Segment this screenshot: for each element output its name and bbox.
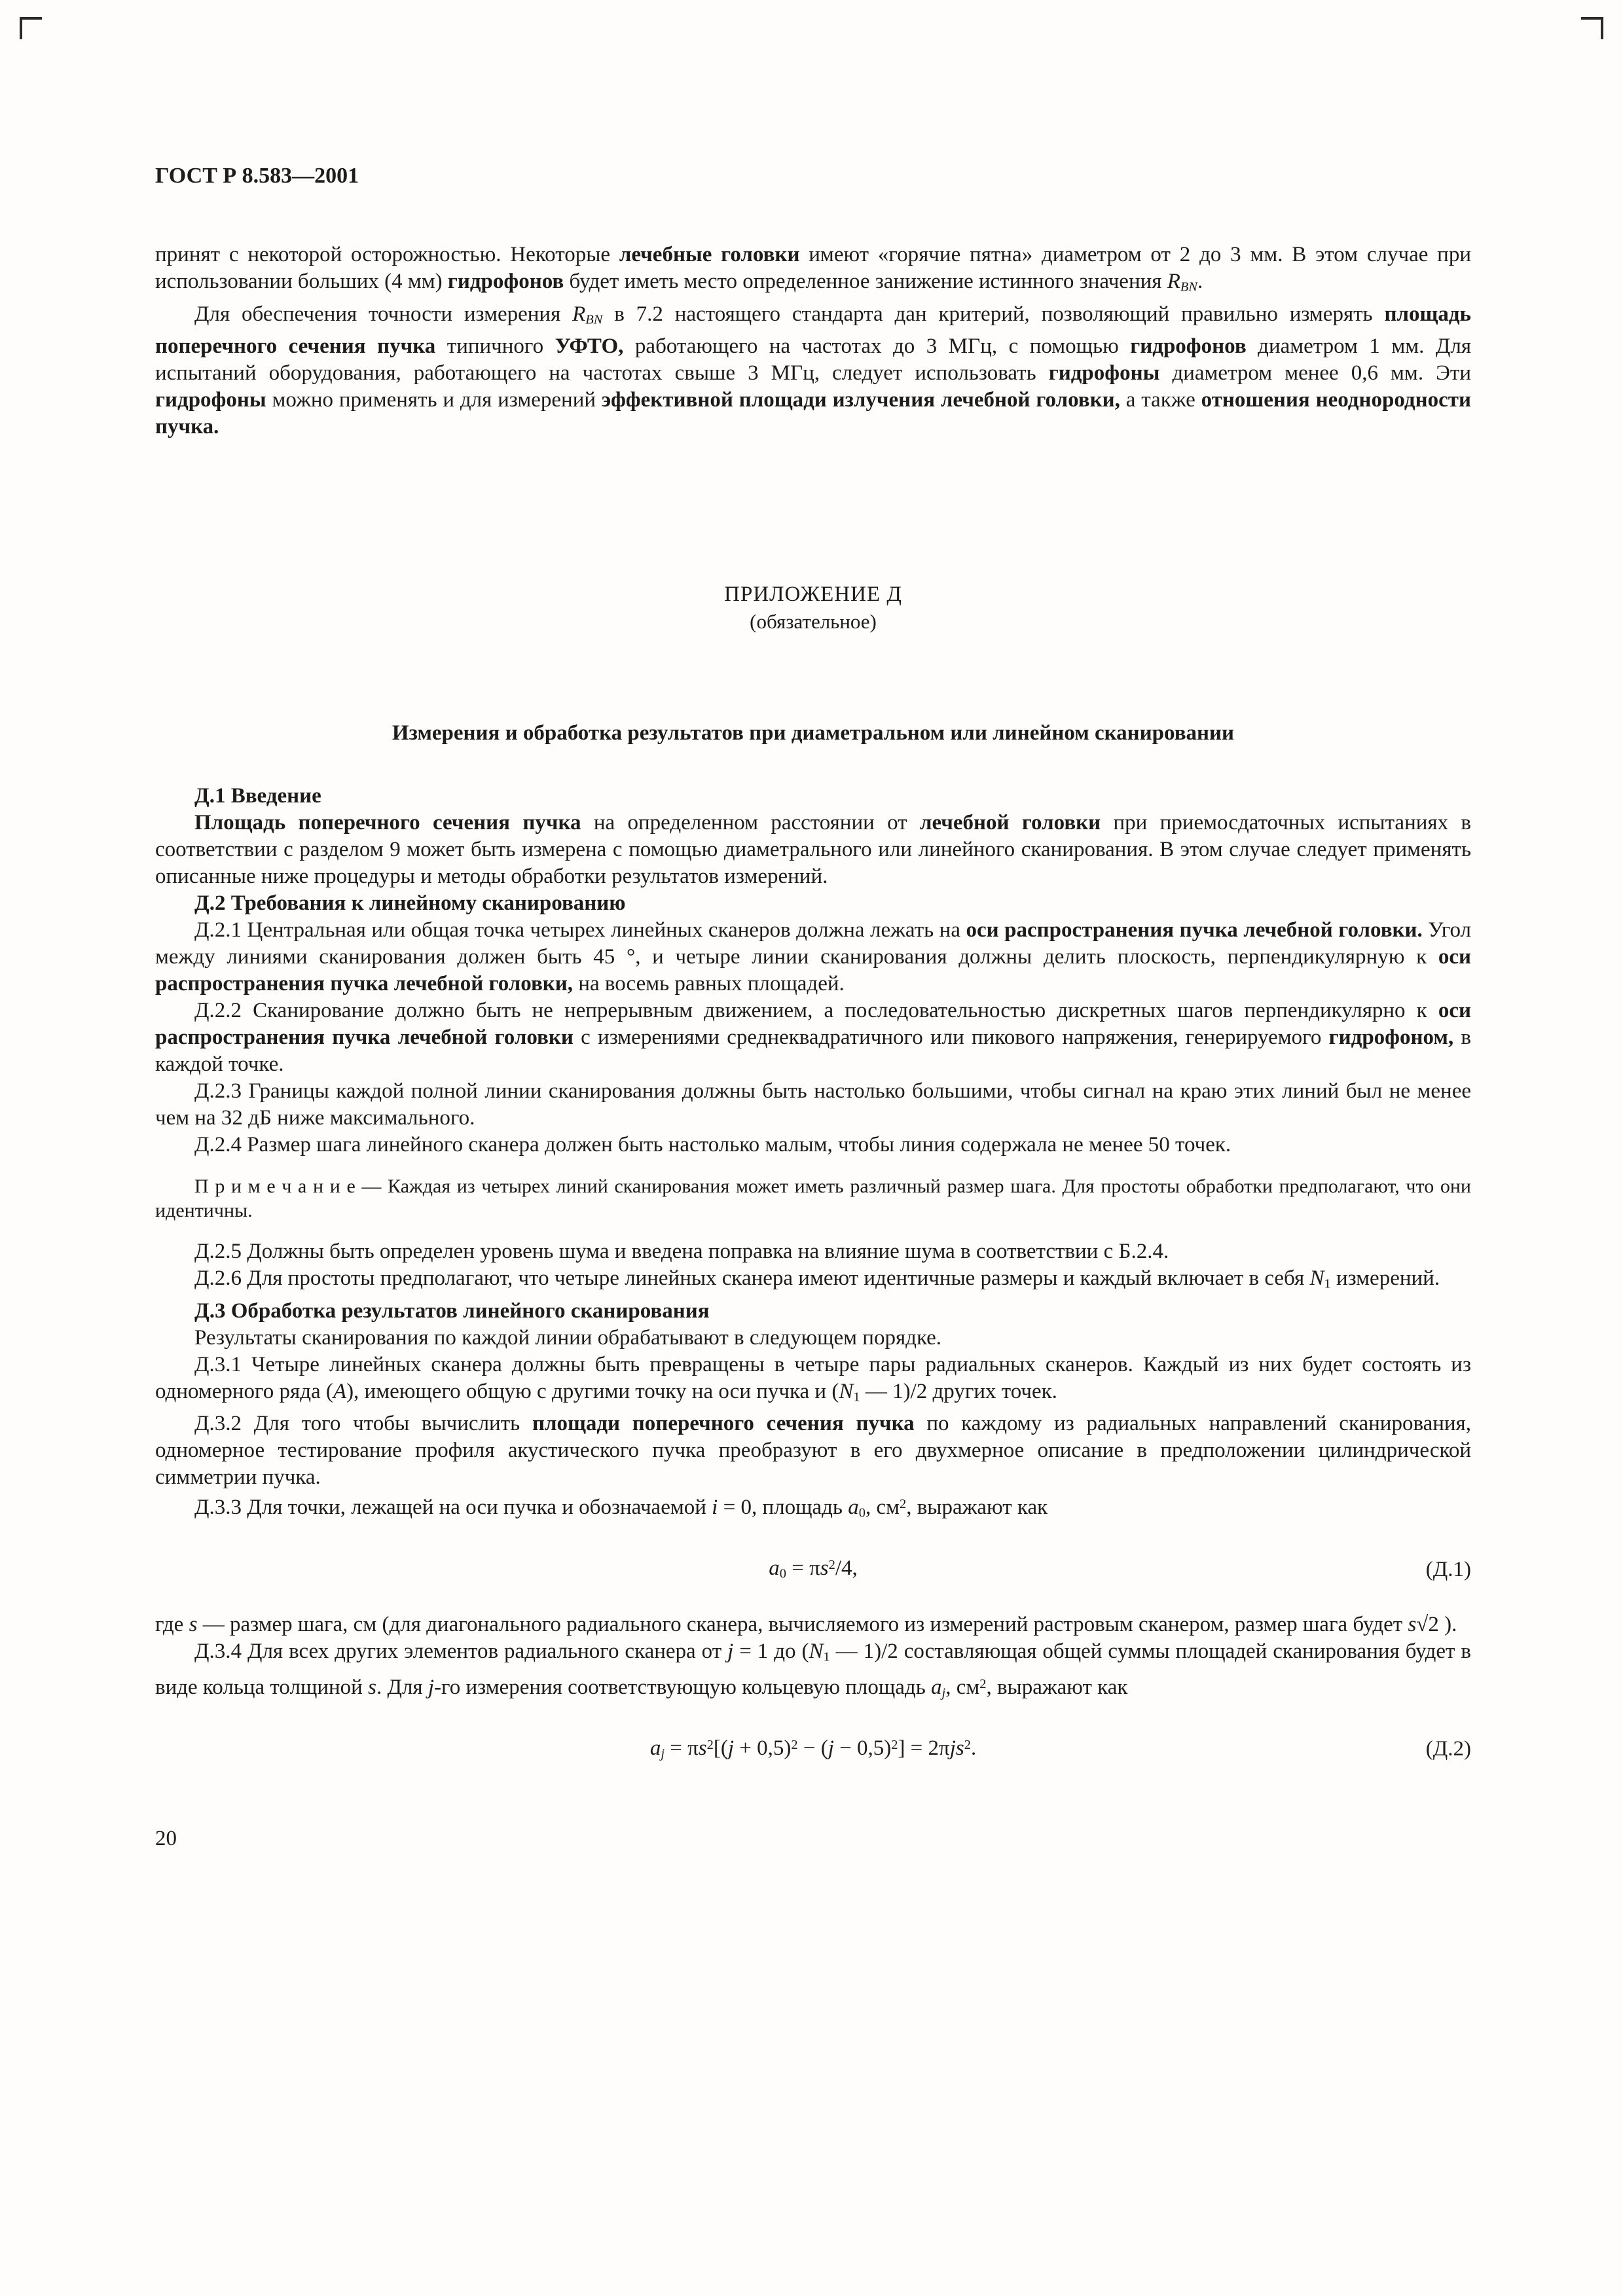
text-run: по каждому из радиальных направлений сканирования, одномерное тестирование профиля акустического пучка преобразуют в его двухмерное описание в предположении цилиндрической симметрии пучка. [155, 1412, 1471, 1489]
document-code: ГОСТ Р 8.583—2001 [155, 164, 359, 188]
text-run: , см [945, 1676, 980, 1700]
paragraph [155, 810, 1471, 890]
text-run: Д.2.4 Размер шага линейного сканера должен быть настолько малым, чтобы линия содержала не менее 50 точек. [194, 1133, 1231, 1157]
section-heading [155, 783, 1471, 810]
paragraph [155, 301, 1471, 441]
text-run: a [848, 1496, 859, 1520]
text-run: гидрофоны [1048, 361, 1160, 385]
formula [155, 1731, 1471, 1768]
section-heading [155, 1298, 1471, 1325]
text-run: s [955, 1736, 964, 1760]
text-run: ] = 2π [898, 1736, 950, 1760]
paragraph [155, 1638, 1471, 1706]
formula [155, 1551, 1471, 1588]
text-run: оси распространения пучка лечебной головки [155, 999, 1471, 1049]
text-run: гидрофонов [447, 270, 564, 293]
text-run: Д.2.2 Сканирование должно быть не непрерывным движением, а последовательностью дискретных шагов перпендикулярно к [194, 999, 1438, 1022]
text-run: (обязательное) [750, 610, 877, 633]
text-run: — размер шага, см (для диагонального радиального сканера, вычисляемого из измерений растровым сканером, размер шага будет [197, 1613, 1408, 1637]
text-run: 2 [979, 1676, 987, 1691]
text-run: ), имеющего общую с другими точку на оси пучка и ( [346, 1379, 839, 1403]
text-run: можно применять и для измерений [266, 388, 602, 412]
text-run: 2 [964, 1737, 971, 1752]
text-run: a [769, 1556, 780, 1580]
text-run: N [809, 1640, 824, 1664]
text-run: Д.2.5 Должны быть определен уровень шума и введена поправка на влияние шума в соответствии с Б.2.4. [194, 1240, 1169, 1263]
text-run: лечебные головки [619, 243, 800, 266]
formula-expression [650, 1736, 976, 1760]
crop-mark-top-right [1581, 17, 1603, 39]
text-run: , выражают как [986, 1676, 1128, 1700]
text-run: гидрофоны [155, 388, 266, 412]
text-run: R [572, 302, 586, 326]
text-run: Для обеспечения точности измерения [194, 302, 573, 326]
text-run: отношения неоднородности пучка. [155, 388, 1471, 439]
text-run: − ( [797, 1736, 828, 1760]
text-run: s [1408, 1613, 1417, 1637]
formula-explanation [155, 1611, 1471, 1638]
text-run: П р и м е ч а н и е — Каждая из четырех линий сканирования может иметь различный размер шага. Для простоты обработки предполагают, что они идентичны. [155, 1175, 1471, 1221]
text-run: j [661, 1746, 665, 1761]
text-run: оси распространения пучка лечебной головки. [966, 918, 1423, 942]
text-run: s [820, 1556, 829, 1580]
text-run: a [931, 1676, 942, 1700]
text-run: эффективной площади излучения лечебной головки, [601, 388, 1120, 412]
text-run: Д.1 Введение [194, 784, 321, 808]
text-run: — 1)/2 других точек. [860, 1379, 1057, 1403]
paragraph [155, 1078, 1471, 1132]
text-run: с измерениями среднеквадратичного или пикового напряжения, генерируемого [573, 1026, 1329, 1049]
text-run: . Для [376, 1676, 428, 1700]
paragraph [155, 1325, 1471, 1352]
text-run: a [649, 1736, 661, 1760]
text-run: гидрофоном, [1328, 1026, 1454, 1049]
text-run: − 0,5) [833, 1736, 892, 1760]
text-run: s [368, 1676, 376, 1700]
text-run: будет иметь место определенное занижение истинного значения [564, 270, 1167, 293]
text-run: Площадь поперечного сечения пучка [194, 811, 581, 834]
text-run: √2 ). [1416, 1613, 1457, 1637]
text-run: j [428, 1676, 435, 1700]
document-body [155, 242, 1471, 1768]
text-run: Угол между линиями сканирования должен быть 45 °, и четыре линии сканирования должны делить плоскость, перпендикулярную к [155, 918, 1471, 969]
formula-number: (Д.1) [1425, 1557, 1471, 1581]
text-run: 2 [706, 1737, 714, 1752]
text-run: диаметром менее 0,6 мм. Эти [1159, 361, 1471, 385]
text-run: типичного [435, 334, 555, 358]
page-number: 20 [155, 1827, 177, 1851]
text-run: ПРИЛОЖЕНИЕ Д [724, 583, 902, 606]
text-run: площади поперечного сечения пучка [532, 1412, 915, 1435]
text-run: измерений. [1330, 1266, 1440, 1290]
text-run: j [941, 1685, 946, 1700]
text-run: i [712, 1496, 718, 1520]
text-run: работающего на частотах до 3 МГц, с помощью [623, 334, 1131, 358]
note-paragraph [155, 1174, 1471, 1223]
text-run: Измерения и обработка результатов при диаметральном или линейном сканировании [392, 721, 1235, 745]
appendix-subtitle [155, 608, 1471, 635]
text-run: при приемосдаточных испытаниях в соответствии с разделом 9 может быть измерена с помощью диаметрального или линейного сканирования. В этом случае следует применять описанные ниже процедуры и методы обработки результатов измерений. [155, 811, 1471, 888]
text-run: = 0, площадь [718, 1496, 848, 1520]
text-run: на определенном расстоянии от [581, 811, 920, 834]
text-run: . [970, 1736, 977, 1760]
text-run: имеют «горячие пятна» диаметром от 2 до 3 мм. В этом случае при использовании больших (4 мм) [155, 243, 1472, 293]
text-run: , см [865, 1496, 900, 1520]
text-run: Д.2 Требования к линейному сканированию [194, 891, 626, 915]
text-run: + 0,5) [734, 1736, 792, 1760]
crop-mark-top-left [20, 17, 42, 39]
paragraph [155, 242, 1471, 301]
text-run: Д.2.1 Центральная или общая точка четырех линейных сканеров должна лежать на [194, 918, 966, 942]
text-run: Д.2.6 Для простоты предполагают, что четыре линейных сканера имеют идентичные размеры и каждый включает в себя [194, 1266, 1310, 1290]
text-run: 2 [828, 1557, 835, 1572]
appendix-title [155, 581, 1471, 608]
text-run: s [698, 1736, 707, 1760]
text-run: 1 [823, 1649, 830, 1664]
text-run: N [839, 1379, 854, 1403]
text-run: /4, [835, 1556, 858, 1580]
text-run: в каждой точке. [155, 1026, 1471, 1076]
paragraph [155, 917, 1471, 997]
text-run: оси распространения пучка лечебной головки, [155, 945, 1471, 996]
text-run: 2 [891, 1737, 898, 1752]
text-run: 1 [853, 1390, 860, 1404]
text-run: Д.3.4 Для всех других элементов радиального сканера от [194, 1640, 728, 1664]
text-run: = π [665, 1736, 699, 1760]
text-run: j [727, 1736, 734, 1760]
text-run: где [155, 1613, 189, 1637]
text-run: [( [713, 1736, 728, 1760]
text-run: 2 [899, 1497, 907, 1511]
text-run: Д.3.3 Для точки, лежащей на оси пучка и обозначаемой [194, 1496, 712, 1520]
appendix-heading [155, 720, 1471, 747]
text-run: а также [1120, 388, 1201, 412]
paragraph [155, 1410, 1471, 1491]
text-run: = π [786, 1556, 820, 1580]
paragraph [155, 1132, 1471, 1158]
text-run: Д.3 Обработка результатов линейного сканирования [194, 1299, 710, 1323]
text-run: — 1)/2 составляющая общей суммы площадей сканирования будет в виде кольца толщиной [155, 1640, 1471, 1700]
formula-number: (Д.2) [1425, 1737, 1471, 1761]
text-run: Результаты сканирования по каждой линии обрабатывают в следующем порядке. [194, 1325, 942, 1350]
text-run: j [828, 1736, 834, 1760]
text-run: в 7.2 настоящего стандарта дан критерий, позволяющий правильно измерять [602, 302, 1385, 326]
text-run: Д.2.3 Границы каждой полной линии сканирования должны быть настолько большими, чтобы сигнал на краю этих линий был не менее чем на 32 дБ ниже максимального. [155, 1079, 1471, 1130]
text-run: на восемь равных площадей. [573, 972, 845, 996]
text-run: УФТО, [555, 334, 624, 358]
text-run: 0 [779, 1566, 786, 1581]
paragraph [155, 1491, 1471, 1527]
text-run: j [727, 1640, 734, 1664]
text-run: s [189, 1613, 198, 1637]
text-run: диаметром 1 мм. Для испытаний оборудования, работающего на частотах свыше 3 МГц, следует использовать [155, 334, 1472, 385]
paragraph [155, 1238, 1471, 1265]
section-heading [155, 890, 1471, 917]
formula-expression [769, 1556, 857, 1580]
text-run: площадь поперечного сечения пучка [155, 302, 1472, 358]
text-run: Д.3.1 Четыре линейных сканера должны быть превращены в четыре пары радиальных сканеров. Каждый из них будет состоять из одномерного ряда ( [155, 1352, 1471, 1403]
text-run: Д.3.2 Для того чтобы вычислить [194, 1412, 532, 1435]
text-run: 0 [858, 1505, 866, 1520]
text-run: N [1309, 1266, 1324, 1290]
text-run: 2 [791, 1737, 798, 1752]
text-run: -го измерения соответствующую кольцевую площадь [434, 1676, 931, 1700]
text-run: BN [585, 312, 603, 327]
text-run: BN [1180, 279, 1197, 295]
text-run: = 1 до ( [733, 1640, 809, 1664]
text-run: лечебной головки [919, 811, 1101, 834]
paragraph [155, 1265, 1471, 1298]
paragraph [155, 997, 1471, 1078]
text-run: . [1197, 270, 1203, 293]
text-run: 1 [1324, 1276, 1331, 1291]
text-run: гидрофонов [1130, 334, 1247, 358]
text-run: , выражают как [906, 1496, 1048, 1520]
paragraph [155, 1352, 1471, 1411]
text-run: j [949, 1736, 956, 1760]
text-run: R [1167, 270, 1180, 293]
text-run: принят с некоторой осторожностью. Некоторые [155, 243, 619, 266]
text-run: А [333, 1379, 347, 1403]
